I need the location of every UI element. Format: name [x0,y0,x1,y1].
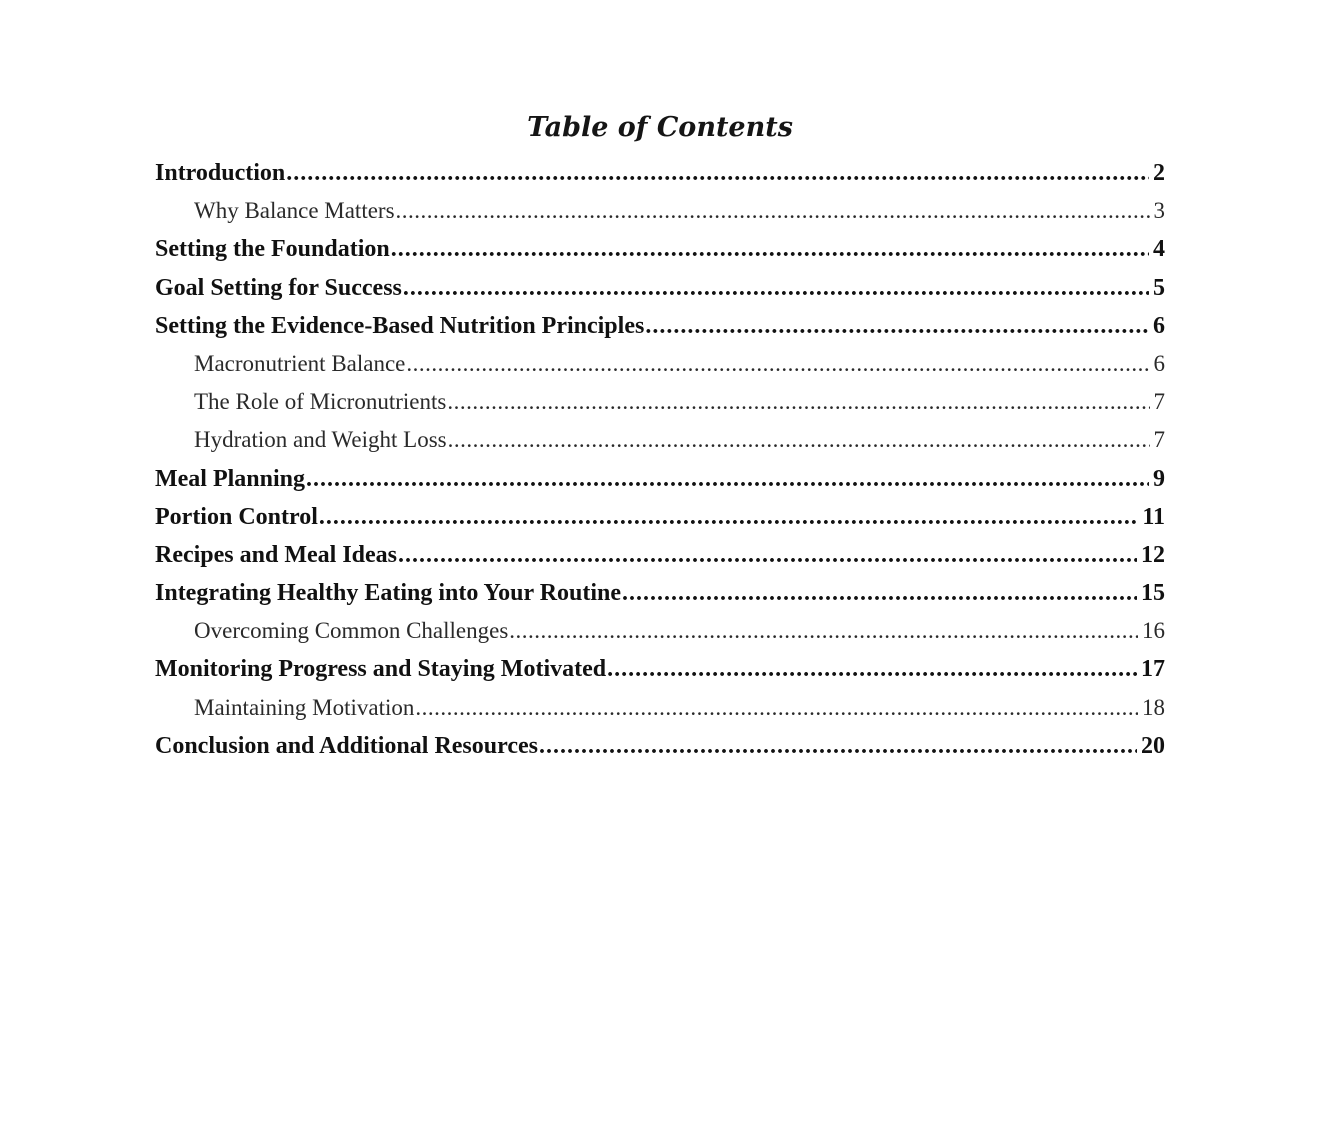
toc-entry-why-balance-matters[interactable] [155,192,1165,230]
toc-entry-label: Monitoring Progress and Staying Motivated [155,656,607,683]
toc-entry-introduction[interactable] [155,154,1165,192]
dot-leader [406,345,1149,383]
toc-entry-label: Goal Setting for Success [155,274,402,301]
toc-entry-goal-setting[interactable] [155,269,1165,307]
dot-leader [396,192,1150,230]
dot-leader [645,307,1149,345]
toc-entry-nutrition-principles[interactable] [155,307,1165,345]
toc-entry-micronutrients[interactable] [155,383,1165,421]
toc-page-number: 12 [1141,541,1165,568]
dot-leader [415,689,1138,727]
dot-leader [622,574,1137,612]
dot-leader [286,154,1149,192]
dot-leader [403,269,1149,307]
toc-page-number: 20 [1141,732,1165,759]
dot-leader [391,230,1149,268]
toc-entry-integrating-healthy-eating[interactable] [155,574,1165,612]
toc-entry-label: Portion Control [155,503,318,530]
toc-entry-label: The Role of Micronutrients [194,389,447,415]
toc-entry-label: Macronutrient Balance [194,350,406,376]
toc-entry-label: Meal Planning [155,465,306,492]
toc-entry-label: Why Balance Matters [194,198,395,224]
toc-entry-label: Overcoming Common Challenges [194,618,509,644]
toc-entry-portion-control[interactable] [155,498,1165,536]
dot-leader [398,536,1137,574]
toc-page-number: 17 [1141,656,1165,683]
toc-page-number: 15 [1141,580,1165,607]
toc-entry-conclusion[interactable] [155,727,1165,765]
toc-list [155,154,1165,765]
toc-entry-label: Setting the Evidence-Based Nutrition Principles [155,312,645,339]
dot-leader [447,383,1149,421]
toc-page-number: 6 [1153,350,1165,376]
toc-entry-label: Hydration and Weight Loss [194,427,447,453]
toc-entry-label: Introduction [155,160,286,186]
toc-entry-label: Maintaining Motivation [194,694,415,720]
toc-page-number: 7 [1153,427,1165,453]
toc-page-number: 11 [1142,503,1165,530]
toc-page-number: 16 [1142,618,1165,644]
toc-entry-common-challenges[interactable] [155,612,1165,650]
toc-page-number: 6 [1153,312,1165,339]
toc-entry-hydration[interactable] [155,421,1165,459]
toc-page-number: 2 [1153,160,1165,186]
dot-leader [319,498,1138,536]
toc-page-number: 9 [1153,465,1165,492]
dot-leader [607,650,1137,688]
toc-entry-label: Conclusion and Additional Resources [155,732,538,759]
toc-page-number: 5 [1153,274,1165,301]
toc-entry-label: Setting the Foundation [155,236,390,263]
toc-entry-meal-planning[interactable] [155,460,1165,498]
toc-page-number: 4 [1153,236,1165,263]
toc-entry-label: Integrating Healthy Eating into Your Routine [155,580,622,607]
toc-entry-recipes[interactable] [155,536,1165,574]
toc-entry-monitoring-progress[interactable] [155,650,1165,688]
dot-leader [509,612,1138,650]
dot-leader [306,460,1149,498]
toc-entry-setting-the-foundation[interactable] [155,230,1165,268]
toc-page-number: 18 [1142,694,1165,720]
toc-page-number: 3 [1153,198,1165,224]
toc-entry-label: Recipes and Meal Ideas [155,541,397,568]
toc-entry-macronutrient-balance[interactable] [155,345,1165,383]
toc-title: Table of Contents [527,112,793,143]
toc-entry-maintaining-motivation[interactable] [155,689,1165,727]
dot-leader [539,727,1137,765]
toc-page-number: 7 [1153,389,1165,415]
dot-leader [448,421,1150,459]
